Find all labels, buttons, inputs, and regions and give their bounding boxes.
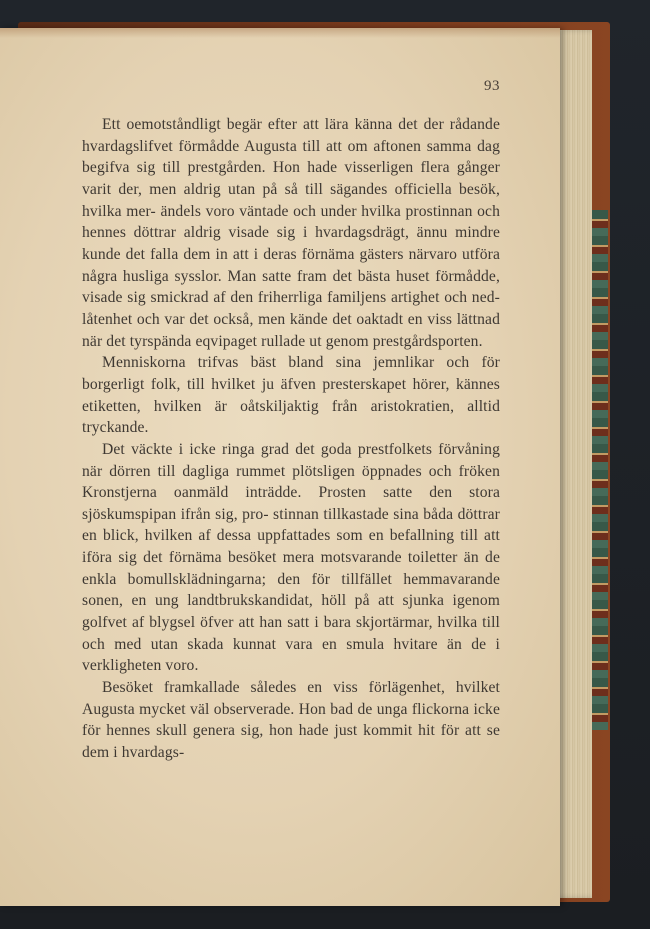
- book-page: [0, 28, 560, 906]
- paragraph: Menniskorna trifvas bäst bland sina jemnlikar och för borgerligt folk, till hvilket ju äfven presterskapet hörer, kännes etiketten, hvilken är oåtskiljaktig från aristokratien, alltid tryckande.: [82, 354, 500, 437]
- page-number: 93: [484, 78, 500, 94]
- paragraph: Besöket framkallade således en viss förlägenhet, hvilket Augusta mycket väl observerade. Hon bad de unga flickorna icke för hennes skull genera sig, hon hade just kommit hit för att se dem i hvardags-: [82, 679, 500, 762]
- paragraph: Det väckte i icke ringa grad det goda prestfolkets förvåning när dörren till dagliga rummet plötsligen öppnades och fröken Kronstjerna oanmäld inträdde. Prosten satte den stora sjöskumspipan ifrån sig, pro- stinnan tillkastade sina båda döttrar en blick, hvilken af dessa uppfattades som en befallning till att iföra sig det förnäma besöket mera motsvarande toiletter än de enkla bomullsklädningarna; den för tillfället hemmavarande sonen, en ung landtbrukskandidat, höll på att sjunka igenom golfvet af blygsel öfver att han satt i bara skjortärmar, hvilka till och med utan skada kunnat vara en smula hvitare än de i verkligheten voro.: [82, 440, 500, 675]
- body-text: [82, 114, 500, 764]
- paragraph: Ett oemotståndligt begär efter att lära känna det der rådande hvardagslifvet förmådde Augusta till att om aftonen samma dag begifva sig till prestgården. Hon hade visserligen flera gånger varit der, men aldrig utan på så till sägandes officiella besök, hvilka mer- ändels voro väntade och under hvilka prostinnan och hennes döttrar aldrig visade sig i hvardagsdrägt, ännu mindre kunde det falla dem in att i deras förnäma gästers närvaro utföra några husliga sysslor. Man satte fram det bästa huset förmådde, visade sig smickrad af den friherrliga familjens artighet och ned- låtenhet och var det också, men kände det oaktadt en viss lättnad när det tyrspända eqvipaget rullade ut genom prestgårdsporten.: [82, 116, 500, 350]
